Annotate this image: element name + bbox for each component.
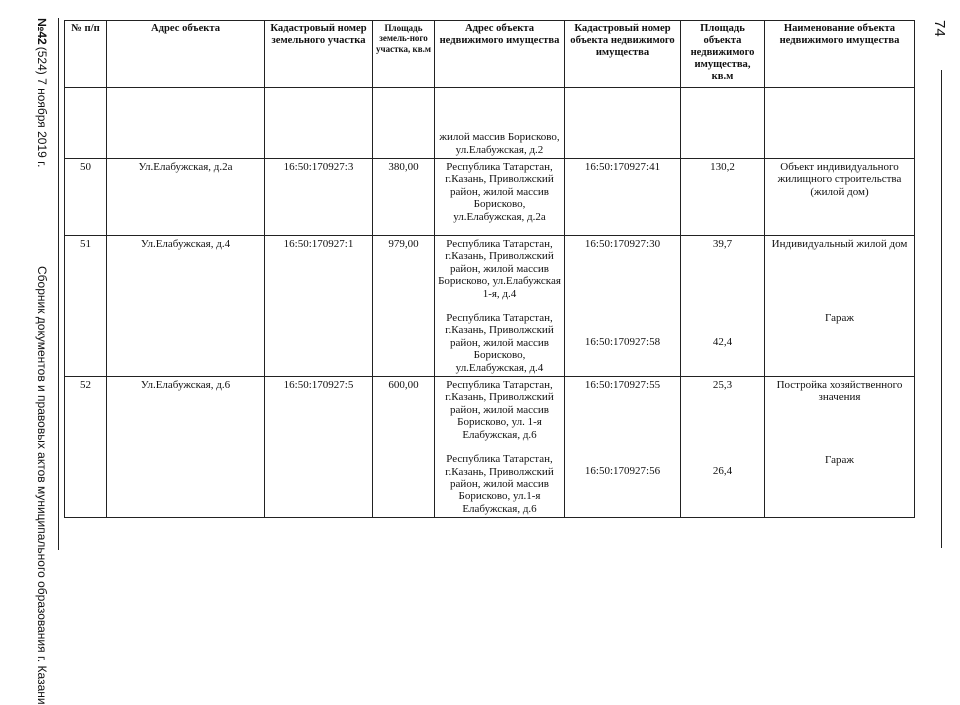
row-property-area: 130,2: [681, 159, 765, 236]
property-registry-table: [64, 20, 915, 518]
table-row: [65, 236, 915, 377]
page-number: 74: [931, 20, 948, 37]
row-property-address-cell: [435, 377, 565, 518]
property-cadastral: 16:50:170927:58: [584, 336, 661, 349]
collection-title: Сборник документов и правовых актов муниципального образования г. Казани: [35, 266, 49, 705]
row-land-cadastral: 16:50:170927:1: [265, 236, 373, 377]
header-object-address: Адрес объекта: [107, 21, 265, 88]
row-property-address-cell: [435, 236, 565, 377]
property-address: Республика Татарстан, г.Казань, Приволжский район, жилой массив Борисково, ул.Елабужская, д.4: [445, 312, 554, 374]
row-property-cadastral-cell: [565, 236, 681, 377]
row-num: 52: [65, 377, 107, 518]
property-address: Республика Татарстан, г.Казань, Приволжский район, жилой массив Борисково, ул. 1-я Елабужская, д.6: [445, 379, 554, 441]
row-property-name-cell: [765, 236, 915, 377]
property-cadastral: 16:50:170927:30: [584, 238, 661, 250]
continuation-property-address: жилой массив Борисково, ул.Елабужская, д.2: [435, 88, 565, 159]
row-land-area: 600,00: [373, 377, 435, 518]
property-area: 26,4: [712, 465, 733, 478]
left-margin-rule: [58, 18, 59, 550]
row-object-address: Ул.Елабужская, д.6: [107, 377, 265, 518]
right-margin: [930, 18, 954, 550]
row-property-address: Республика Татарстан, г.Казань, Приволжский район, жилой массив Борисково, ул.Елабужская, д.2а: [435, 159, 565, 236]
row-property-cadastral-cell: [565, 377, 681, 518]
property-area: 42,4: [712, 336, 733, 349]
continuation-row: [65, 88, 915, 159]
table-header-row: [65, 21, 915, 88]
property-cadastral: 16:50:170927:56: [584, 465, 661, 478]
row-object-address: Ул.Елабужская, д.4: [107, 236, 265, 377]
property-address: Республика Татарстан, г.Казань, Приволжский район, жилой массив Борисково, ул.Елабужская 1-я, д.4: [438, 238, 561, 300]
row-property-area-cell: [681, 377, 765, 518]
header-land-area: Площадь земель-ного участка, кв.м: [373, 21, 435, 88]
left-margin-header: [28, 18, 56, 705]
row-property-name-cell: [765, 377, 915, 518]
row-property-area-cell: [681, 236, 765, 377]
right-margin-rule: [941, 70, 942, 548]
property-cadastral: 16:50:170927:55: [584, 379, 661, 392]
header-property-address: Адрес объекта недвижимого имущества: [435, 21, 565, 88]
header-property-name: Наименование объекта недвижимого имущества: [765, 21, 915, 88]
row-object-address: Ул.Елабужская, д.2а: [107, 159, 265, 236]
header-property-cadastral: Кадастровый номер объекта недвижимого имущества: [565, 21, 681, 88]
row-land-area: 979,00: [373, 236, 435, 377]
header-land-cadastral: Кадастровый номер земельного участка: [265, 21, 373, 88]
row-land-cadastral: 16:50:170927:5: [265, 377, 373, 518]
row-land-cadastral: 16:50:170927:3: [265, 159, 373, 236]
table-row: [65, 159, 915, 236]
property-name: Гараж: [825, 312, 854, 325]
header-property-area: Площадь объекта недвижимого имущества, кв.м: [681, 21, 765, 88]
row-property-name: Объект индивидуального жилищного строительства (жилой дом): [765, 159, 915, 236]
property-name: Индивидуальный жилой дом: [771, 238, 908, 250]
property-name: Постройка хозяйственного значения: [776, 379, 903, 404]
row-land-area: 380,00: [373, 159, 435, 236]
row-num: 50: [65, 159, 107, 236]
property-area: 39,7: [712, 238, 733, 250]
header-num: № п/п: [65, 21, 107, 88]
table-row: [65, 377, 915, 518]
property-area: 25,3: [712, 379, 733, 392]
property-address: Республика Татарстан, г.Казань, Приволжский район, жилой массив Борисково, ул.1-я Елабужская, д.6: [445, 453, 554, 515]
issue-number: №42: [35, 18, 49, 45]
row-property-cadastral: 16:50:170927:41: [565, 159, 681, 236]
property-name: Гараж: [825, 453, 854, 466]
row-num: 51: [65, 236, 107, 377]
issue-date: (524) 7 ноября 2019 г.: [35, 46, 49, 168]
